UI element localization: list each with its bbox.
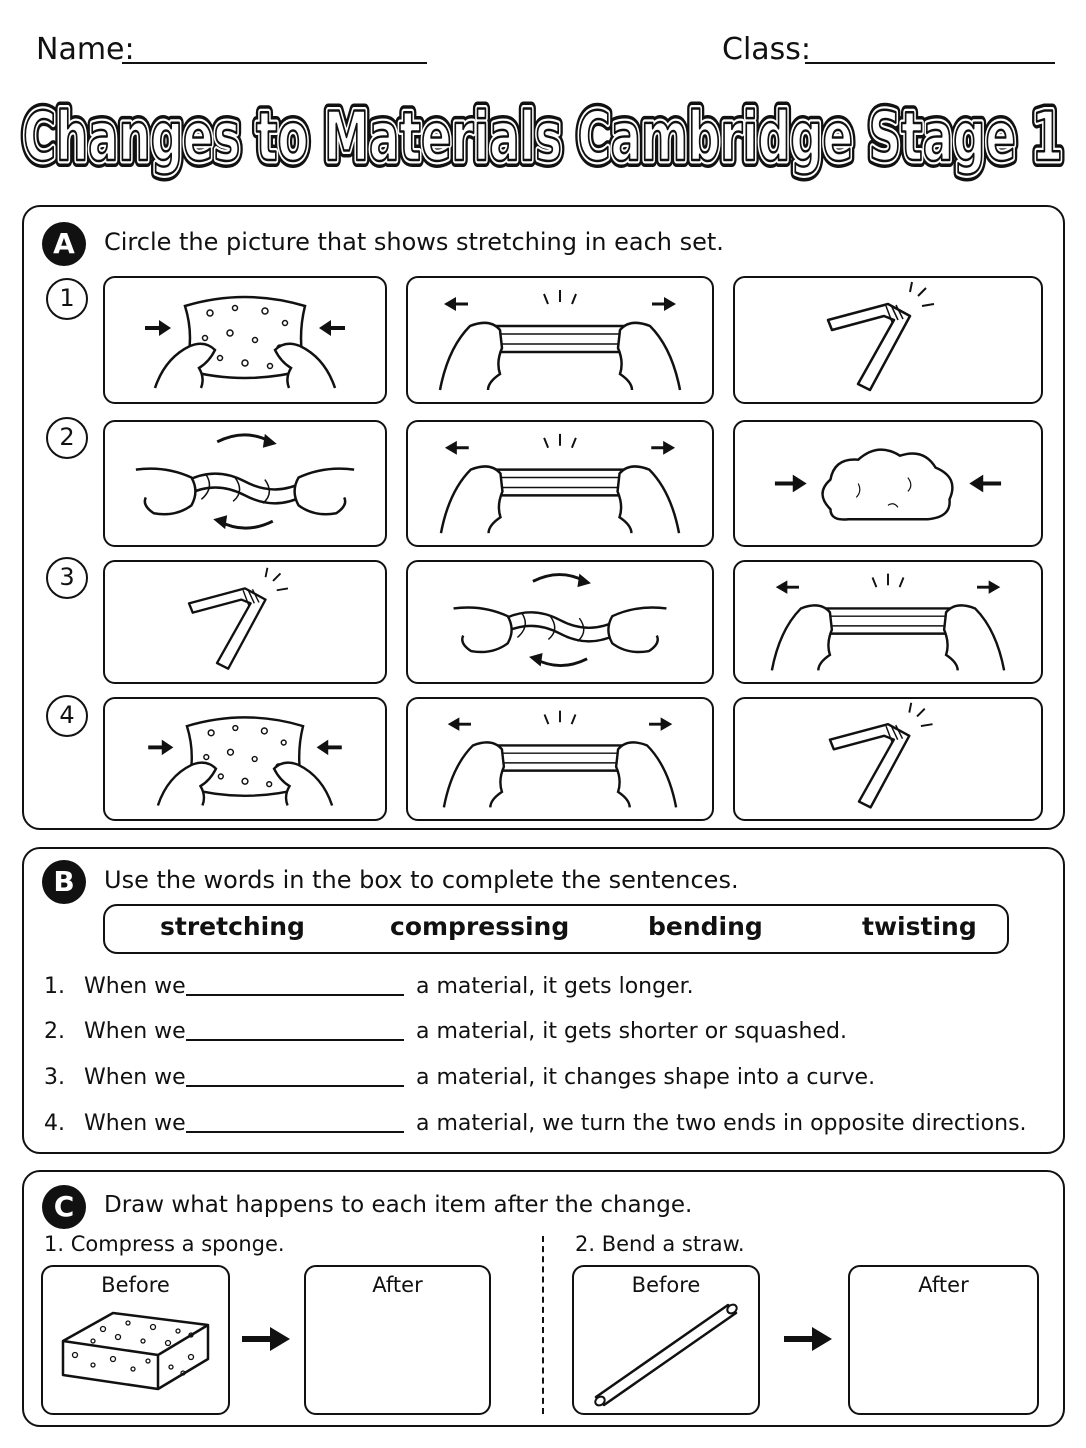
section-b-instruction: Use the words in the box to complete the sentences. [104,866,739,894]
bent-straw-icon [105,562,385,682]
picture-option[interactable] [406,420,714,547]
section-a-badge: A [42,222,86,266]
after-drawing-box[interactable] [304,1265,491,1415]
answer-blank[interactable] [186,1039,404,1041]
picture-option[interactable] [733,276,1043,404]
stretch-band-icon [408,422,712,545]
row-number: 3 [46,557,88,599]
before-box [572,1265,760,1415]
after-drawing-box[interactable] [848,1265,1039,1415]
sentence-end: a material, it changes shape into a curve. [416,1065,876,1090]
picture-option[interactable] [733,420,1043,547]
sentence-start [44,1065,186,1090]
item-label: 2. Bend a straw. [575,1232,745,1256]
section-b-badge: B [42,860,86,904]
word-bank-item: twisting [862,912,977,941]
bent-straw-icon [735,699,1041,819]
sentence-text: When we [84,1111,186,1136]
answer-blank[interactable] [186,1085,404,1087]
twist-dough-icon [408,562,712,682]
divider [542,1236,544,1414]
squeeze-sponge-icon [105,699,385,819]
row-number: 4 [46,695,88,737]
svg-text:Changes to Materials Cambridge: Changes to Materials Cambridge Stage 1 [23,98,1063,177]
arrow-right-icon [240,1322,292,1356]
item-label: 1. Compress a sponge. [44,1232,285,1256]
sentence-end: a material, it gets longer. [416,974,694,999]
sentence-number: 3. [44,1065,65,1090]
picture-option[interactable] [406,560,714,684]
before-label: Before [631,1273,701,1297]
row-number: 2 [46,417,88,459]
sponge-icon [53,1303,218,1409]
answer-blank[interactable] [186,1131,404,1133]
arrow-right-icon [782,1322,834,1356]
squashed-dough-icon [735,422,1041,545]
word-bank-item: compressing [390,912,570,941]
picture-option[interactable] [406,276,714,404]
class-field[interactable] [805,62,1055,64]
name-label: Name: [36,32,135,67]
section-c-badge: C [42,1185,86,1229]
before-label: Before [101,1273,170,1297]
picture-option[interactable] [733,560,1043,684]
picture-option[interactable] [103,560,387,684]
sentence-text: When we [84,1019,186,1044]
class-label: Class: [722,32,812,67]
page-title [0,88,1086,198]
stretch-band-icon [735,562,1041,682]
picture-option[interactable] [103,420,387,547]
stretch-band-icon [408,699,712,819]
straw-icon [588,1297,748,1409]
sentence-number: 2. [44,1019,65,1044]
sentence-number: 4. [44,1111,65,1136]
svg-text:Changes to Materials Cambridge: Changes to Materials Cambridge Stage 1 [23,98,1063,177]
sentence-end: a material, we turn the two ends in opposite directions. [416,1111,1027,1136]
sentence-start [44,1111,186,1136]
after-label: After [372,1273,423,1297]
row-number: 1 [46,278,88,320]
word-bank-item: bending [648,912,763,941]
sentence-text: When we [84,1065,186,1090]
picture-option[interactable] [733,697,1043,821]
bent-straw-icon [735,278,1041,402]
squeeze-sponge-icon [105,278,385,402]
twist-dough-icon [105,422,385,545]
sentence-start [44,974,186,999]
picture-option[interactable] [103,697,387,821]
section-c-instruction: Draw what happens to each item after the change. [104,1192,693,1218]
answer-blank[interactable] [186,994,404,996]
after-label: After [918,1273,969,1297]
before-box [41,1265,230,1415]
picture-option[interactable] [406,697,714,821]
sentence-text: When we [84,974,186,999]
word-bank-item: stretching [160,912,305,941]
svg-text:Changes to Materials Cambridge: Changes to Materials Cambridge Stage 1 [23,98,1063,177]
sentence-number: 1. [44,974,65,999]
sentence-end: a material, it gets shorter or squashed. [416,1019,847,1044]
name-field[interactable] [122,62,427,64]
section-a-instruction: Circle the picture that shows stretching in each set. [104,228,724,256]
sentence-start [44,1019,186,1044]
picture-option[interactable] [103,276,387,404]
stretch-band-icon [408,278,712,402]
